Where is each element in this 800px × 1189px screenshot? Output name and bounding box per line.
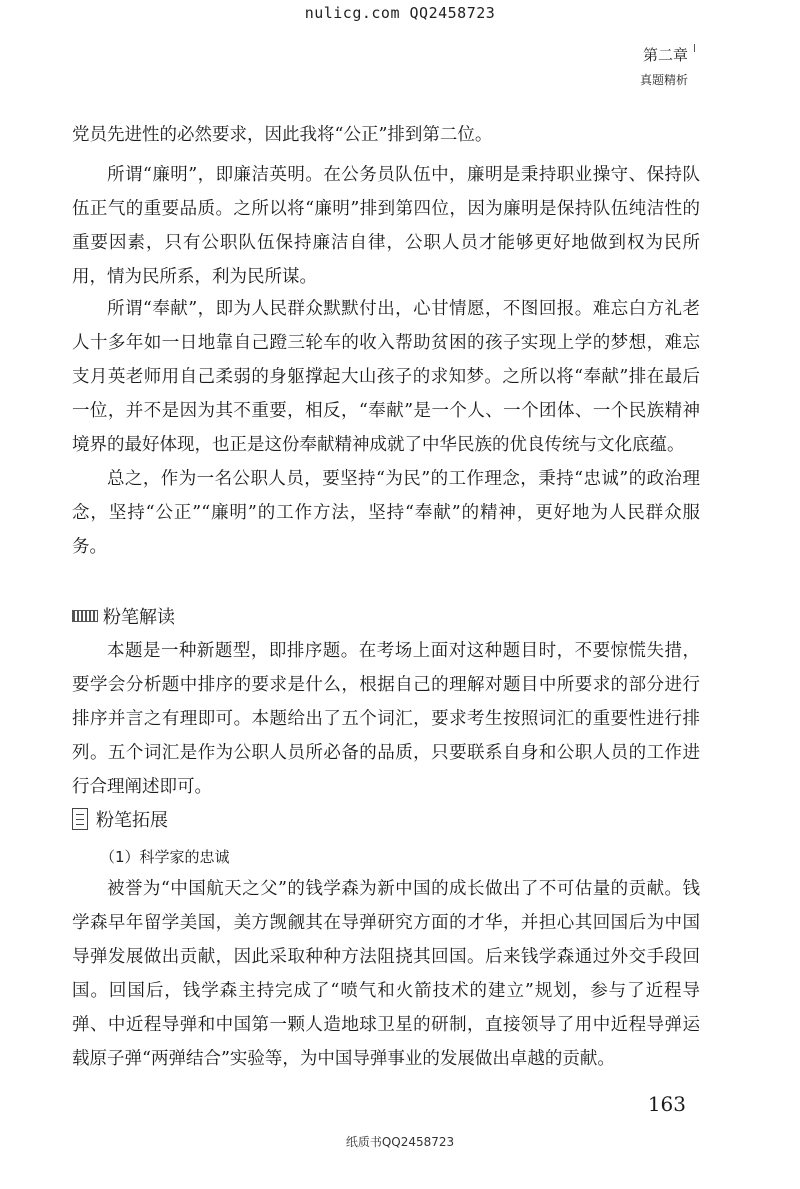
section-heading-interpretation xyxy=(72,603,175,629)
paragraph-fengxian: 所谓“奉献”，即为人民群众默默付出，心甘情愿，不图回报。难忘白方礼老人十多年如一日地靠自己蹬三轮车的收入帮助贫困的孩子实现上学的梦想，难忘支月英老师用自己柔弱的身躯撑起大山孩子的求知梦。之所以将“奉献”排在最后一位，并不是因为其不重要，相反，“奉献”是一个人、一个团体、一个民族精神境界的最好体现，也正是这份奉献精神成就了中华民族的优良传统与文化底蕴。 xyxy=(72,299,700,455)
page-number: 163 xyxy=(647,1092,686,1116)
extension-subtitle: （1）科学家的忠诚 xyxy=(100,848,230,866)
section-title: 粉笔解读 xyxy=(103,607,175,628)
chapter-name: 真题精析 xyxy=(639,73,688,87)
watermark-top: nulicg.com QQ2458723 xyxy=(304,4,496,22)
section-title: 粉笔拓展 xyxy=(96,810,168,831)
paragraph-continued: 党员先进性的必然要求，因此我将“公正”排到第二位。 xyxy=(72,125,493,145)
interpretation-body: 本题是一种新题型，即排序题。在考场上面对这种题目时，不要惊慌失措，要学会分析题中排序的要求是什么，根据自己的理解对题目中所要求的部分进行排序并言之有理即可。本题给出了五个词汇，要求考生按照词汇的重要性进行排列。五个词汇是作为公职人员所必备的品质，只要联系自身和公职人员的工作进行合理阐述即可。 xyxy=(72,641,700,797)
section-heading-extension xyxy=(72,806,168,832)
header-tick-mark xyxy=(694,44,695,52)
section-stamp-icon xyxy=(72,610,98,622)
chapter-number: 第二章 xyxy=(642,46,688,64)
chapter-header xyxy=(640,44,688,88)
section-stamp-icon xyxy=(72,808,88,830)
watermark-bottom: 纸质书QQ2458723 xyxy=(345,1135,455,1149)
extension-body: 被誉为“中国航天之父”的钱学森为新中国的成长做出了不可估量的贡献。钱学森早年留学美国，美方觊觎其在导弹研究方面的才华，并担心其回国后为中国导弹发展做出贡献，因此采取种种方法阻挠其回国。后来钱学森通过外交手段回国。回国后，钱学森主持完成了“喷气和火箭技术的建立”规划，参与了近程导弹、中近程导弹和中国第一颗人造地球卫星的研制，直接领导了用中近程导弹运载原子弹“两弹结合”实验等，为中国导弹事业的发展做出卓越的贡献。 xyxy=(72,879,700,1069)
paragraph-lianming: 所谓“廉明”，即廉洁英明。在公务员队伍中，廉明是秉持职业操守、保持队伍正气的重要品质。之所以将“廉明”排到第四位，因为廉明是保持队伍纯洁性的重要因素，只有公职队伍保持廉洁自律，公职人员才能够更好地做到权为民所用，情为民所系，利为民所谋。 xyxy=(72,165,700,287)
paragraph-conclusion: 总之，作为一名公职人员，要坚持“为民”的工作理念，秉持“忠诚”的政治理念，坚持“公正”“廉明”的工作方法，坚持“奉献”的精神，更好地为人民群众服务。 xyxy=(72,469,700,557)
